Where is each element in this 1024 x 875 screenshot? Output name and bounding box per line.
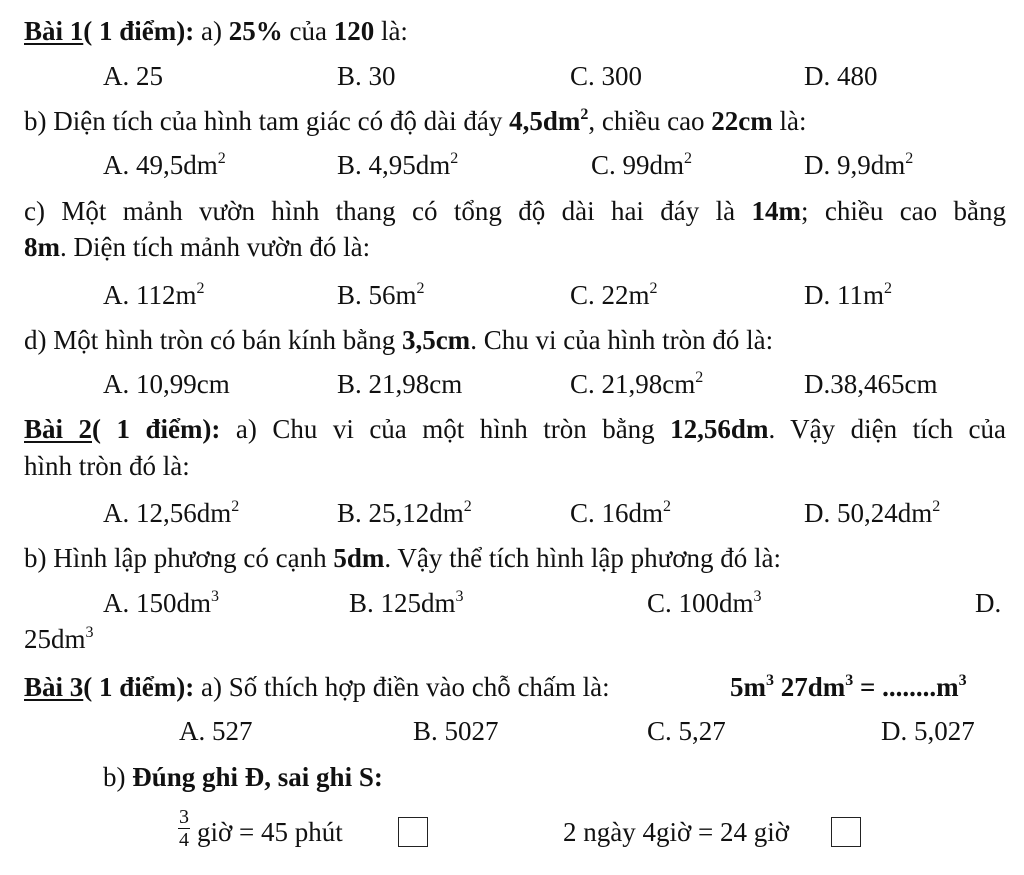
bai1-a-option-a[interactable]: A. 25 [103, 61, 163, 91]
bai1-c-prefix: c) Một mảnh vườn hình thang có tổng độ dài hai đáy là [24, 196, 736, 226]
bai1-d-question [24, 327, 773, 354]
bai1-c-option-b[interactable]: B. $56m^2$ [337, 280, 425, 310]
bai1-d-option-c[interactable]: C. $21,98cm^2$ [570, 369, 704, 399]
bai1-a-option-c[interactable]: C. 300 [570, 61, 643, 91]
bai3-b-title-text: Đúng ghi Đ, sai ghi S: [132, 762, 383, 792]
bai1-c-question-line1 [24, 198, 1006, 225]
bai3-b-prefix: b) [103, 762, 126, 792]
bai3-a-option-c[interactable]: C. 5,27 [647, 716, 726, 746]
bai3-a-option-d[interactable]: D. 5,027 [881, 716, 975, 746]
bai1-c-line2-end: . Diện tích mảnh vườn đó là: [60, 232, 371, 262]
bai1-c-option-a[interactable]: A. $112m^2$ [103, 280, 205, 310]
bai2-b-end: . Vậy thể tích hình lập phương đó là: [384, 543, 781, 573]
bai1-d-option-d[interactable]: D.38,465cm [804, 369, 938, 399]
bai2-points: ( 1 điểm): [92, 414, 221, 444]
bai1-a-question [24, 18, 408, 45]
bai2-b-option-c[interactable]: C. $100dm^3$ [647, 588, 762, 618]
bai3-b-item1-answer-box[interactable] [398, 817, 428, 847]
bai1-b-option-b[interactable]: B. $4,95dm^2$ [337, 150, 459, 180]
bai2-a-option-b[interactable]: B. $25,12dm^2$ [337, 498, 472, 528]
bai1-b-base: 4,5dm [509, 106, 581, 136]
bai1-a-end: là: [380, 16, 408, 46]
fraction-denominator: 4 [179, 829, 189, 851]
bai3-a-expression: $5m^3$ $27dm^3 = ........m^3$ [730, 672, 967, 702]
bai1-b-question [24, 108, 807, 135]
bai1-a-number: 120 [333, 16, 375, 46]
bai1-b-option-d[interactable]: D. $9,9dm^2$ [804, 150, 914, 180]
bai2-b-option-a[interactable]: A. $150dm^3$ [103, 588, 219, 618]
bai1-c-height: 8m [24, 232, 60, 262]
bai3-points: ( 1 điểm): [83, 672, 195, 702]
bai1-c-question-line2 [24, 234, 370, 261]
bai2-a-option-a[interactable]: A. $12,56dm^2$ [103, 498, 240, 528]
fraction-numerator: 3 [179, 806, 189, 828]
bai2-a-option-d[interactable]: D. $50,24dm^2$ [804, 498, 941, 528]
bai1-b-mid: , chiều cao [588, 106, 705, 136]
fraction-three-quarters [177, 806, 191, 851]
bai1-d-end: . Chu vi của hình tròn đó là: [470, 325, 774, 355]
bai2-b-option-b[interactable]: B. $125dm^3$ [349, 588, 464, 618]
bai1-heading: Bài 1 [24, 16, 84, 46]
bai1-c-option-c[interactable]: C. $22m^2$ [570, 280, 658, 310]
bai2-a-option-c[interactable]: C. $16dm^2$ [570, 498, 672, 528]
bai1-d-option-b[interactable]: B. 21,98cm [337, 369, 463, 399]
bai3-b-item2-text: 2 ngày 4giờ = 24 giờ [563, 817, 790, 847]
bai2-b-question [24, 545, 781, 572]
bai2-a-question-line1 [24, 416, 1006, 443]
bai1-b-height: 22cm [711, 106, 773, 136]
bai2-a-prefix: a) Chu vi của một hình tròn bằng [235, 414, 655, 444]
bai1-a-percent: 25% [228, 16, 283, 46]
bai1-d-option-a[interactable]: A. 10,99cm [103, 369, 230, 399]
bai1-a-mid: của [289, 16, 327, 46]
bai1-b-option-c[interactable]: C. $99dm^2$ [591, 150, 693, 180]
bai2-b-option-d[interactable]: D. [975, 588, 1002, 618]
bai2-a-question-line2: hình tròn đó là: [24, 451, 190, 481]
bai1-b-base-exp: 2 [580, 106, 589, 123]
bai3-a-question [24, 674, 610, 701]
bai1-b-option-a[interactable]: A. $49,5dm^2$ [103, 150, 226, 180]
bai1-a-prefix: a) [200, 16, 222, 46]
bai3-b-title [103, 764, 383, 791]
bai3-a-option-b[interactable]: B. 5027 [413, 716, 499, 746]
bai2-b-prefix: b) Hình lập phương có cạnh [24, 543, 327, 573]
bai3-a-option-a[interactable]: A. 527 [179, 716, 253, 746]
bai1-b-prefix: b) Diện tích của hình tam giác có độ dài đáy [24, 106, 503, 136]
bai2-heading: Bài 2 [24, 414, 92, 444]
bai2-a-perimeter: 12,56dm [670, 414, 769, 444]
bai3-b-item2-answer-box[interactable] [831, 817, 861, 847]
bai1-d-prefix: d) Một hình tròn có bán kính bằng [24, 325, 396, 355]
bai2-b-option-d-value[interactable]: $25dm^3$ [24, 624, 94, 654]
bai1-a-option-d[interactable]: D. 480 [804, 61, 878, 91]
bai1-a-option-b[interactable]: B. 30 [337, 61, 396, 91]
bai2-b-edge: 5dm [333, 543, 385, 573]
bai3-a-prefix: a) Số thích hợp điền vào chỗ chấm là: [200, 672, 610, 702]
bai3-heading: Bài 3 [24, 672, 84, 702]
bai1-d-radius: 3,5cm [401, 325, 471, 355]
bai1-c-sum: 14m [751, 196, 801, 226]
bai1-c-line1-end: ; chiều cao bằng [801, 196, 1007, 226]
bai1-b-end: là: [779, 106, 807, 136]
bai2-a-line1-end: . Vậy diện tích của [768, 414, 1007, 444]
bai1-points: ( 1 điểm): [83, 16, 195, 46]
bai1-c-option-d[interactable]: D. $11m^2$ [804, 280, 892, 310]
bai3-b-item1-text: giờ = 45 phút [197, 817, 343, 847]
